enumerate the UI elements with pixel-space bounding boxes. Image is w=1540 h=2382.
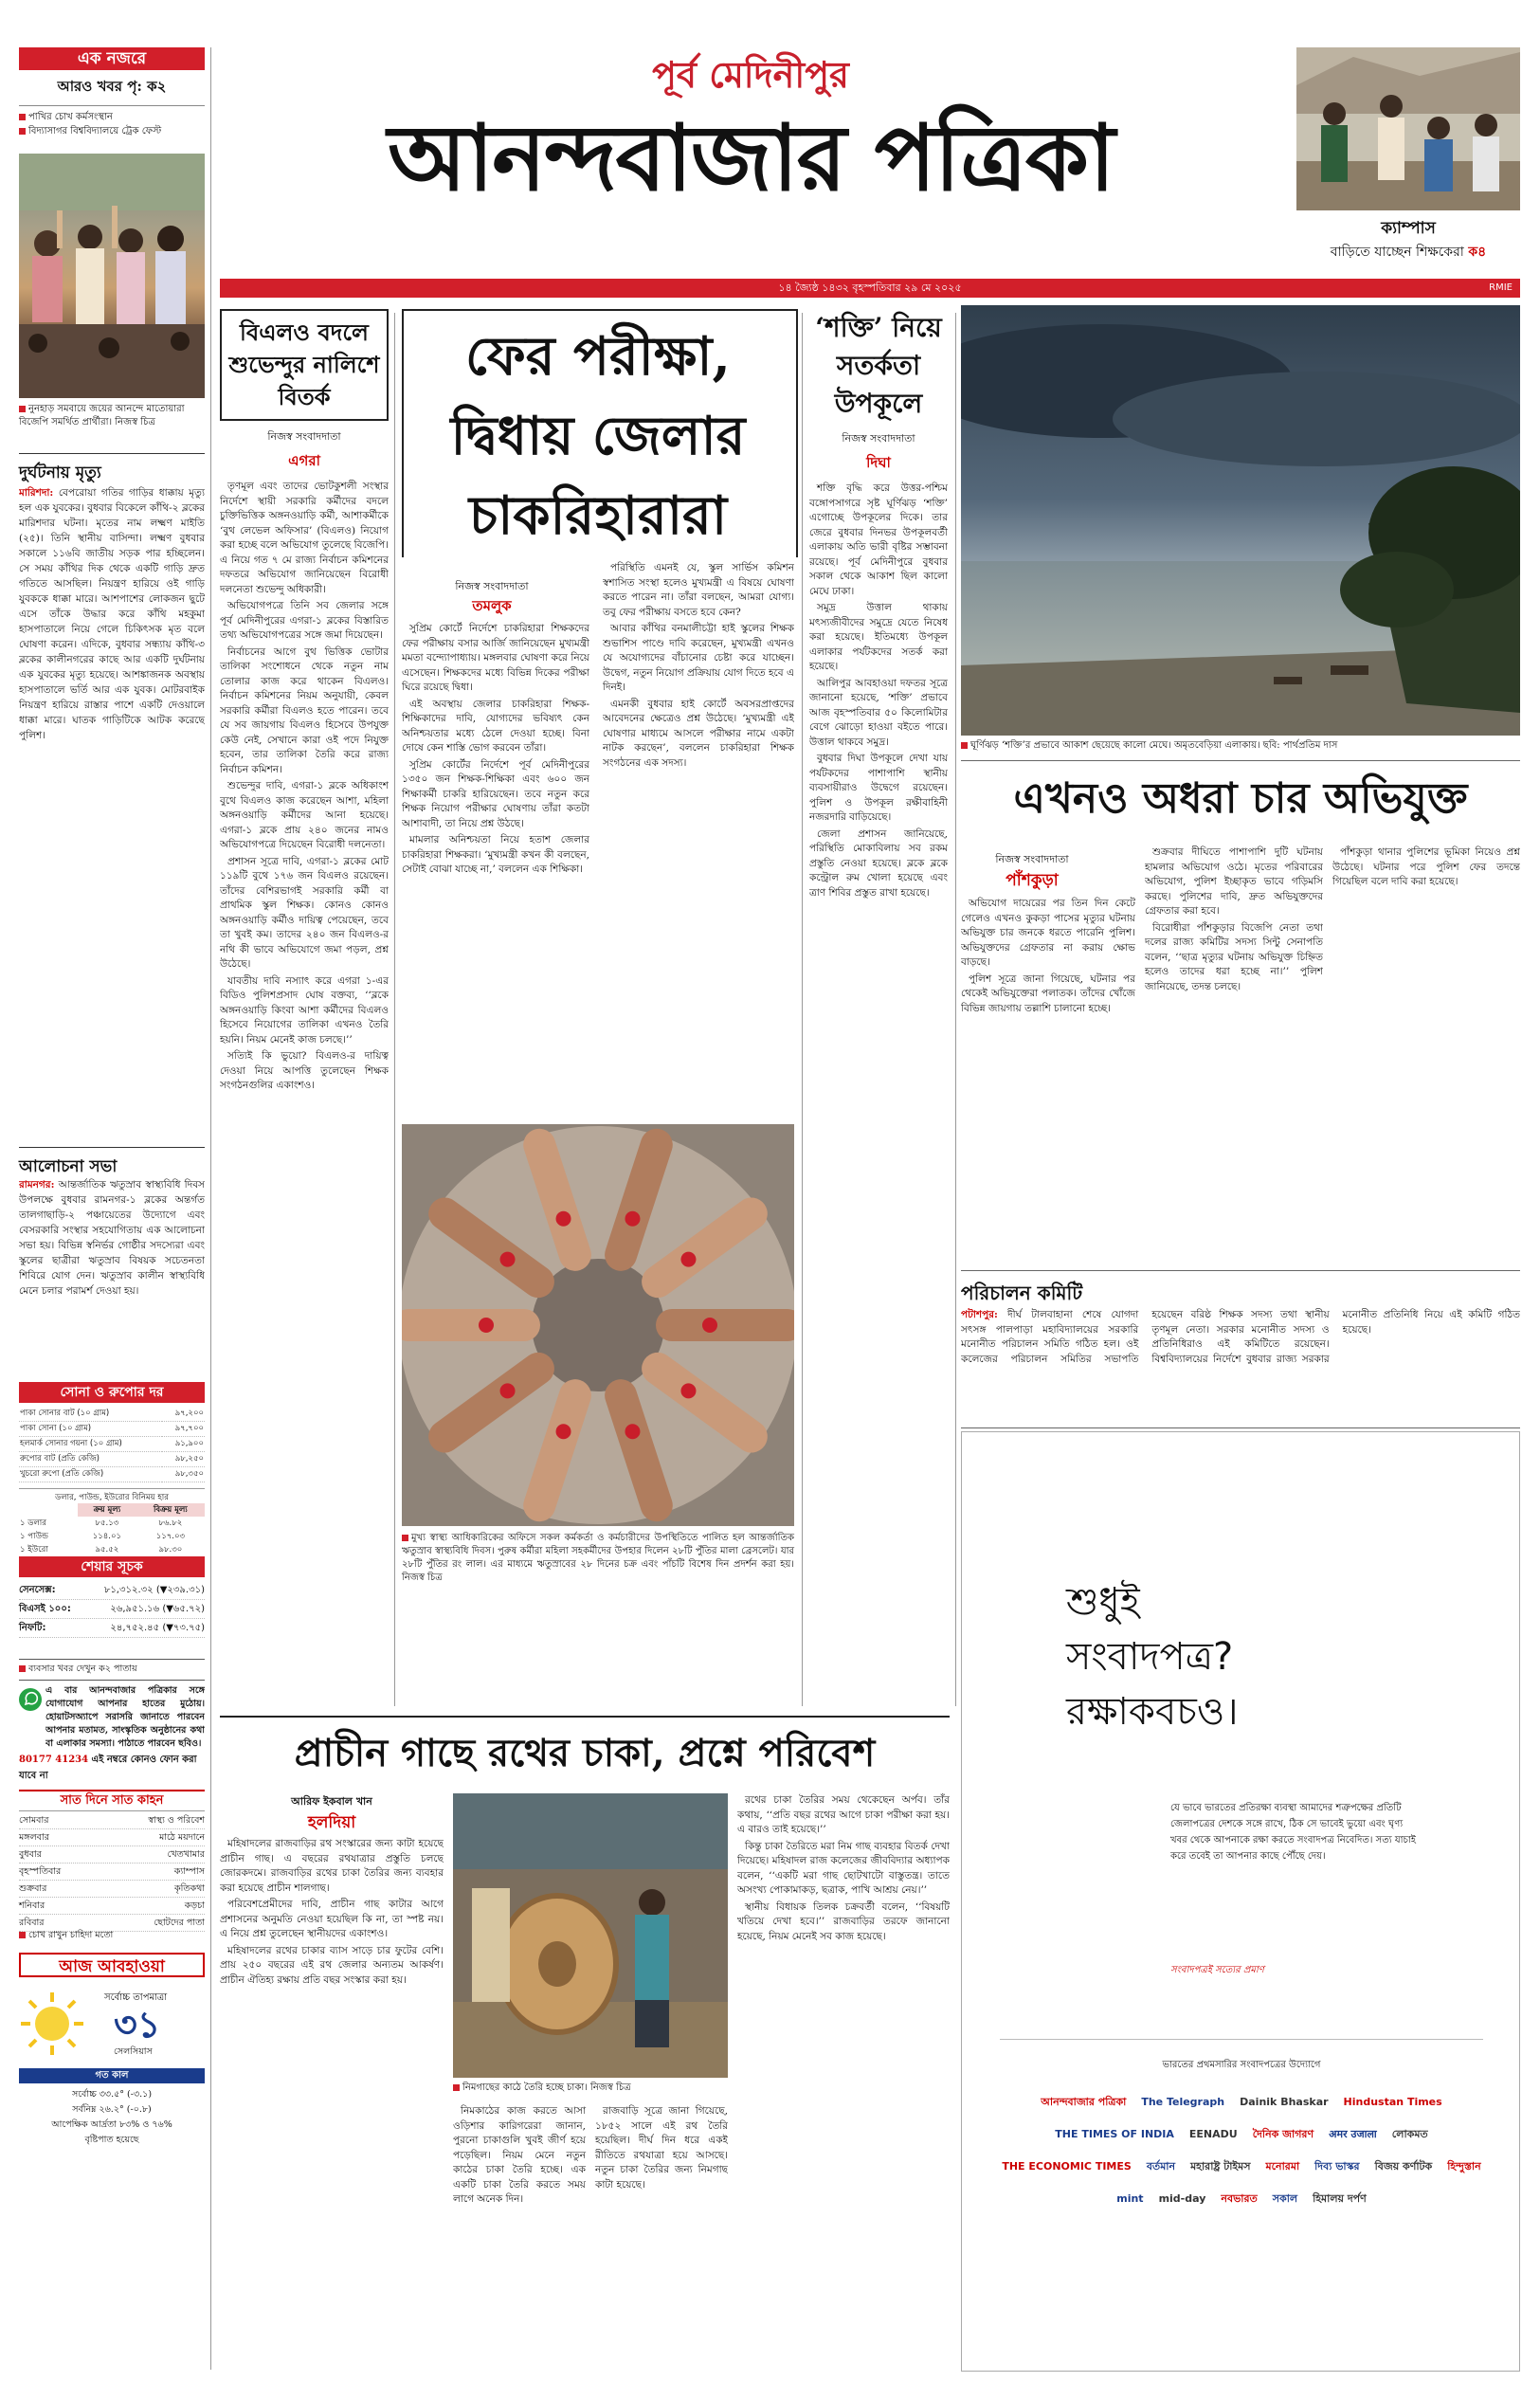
ad-tagline: সংবাদপত্রই সত্যের প্রমাণ [1170, 1965, 1264, 1975]
alochona-heading: আলোচনা সভা [19, 1157, 118, 1176]
paragraph: আলিপুর আবহাওয়া দফতর সূত্রে জানানো হয়েছে, ‘শক্তি’ প্রভাবে আজ বৃহস্পতিবার ৫০ কিলোমিটার বেগে ঝোড়ো হাওয়া বইতে পারে। উত্তাল থাকবে সমুদ্র। [809, 677, 948, 748]
column-separator [802, 313, 803, 1706]
gold-label: খুচরো রুপো (প্রতি কেজি) [20, 1469, 104, 1479]
weather-yesterday-header: গত কাল [19, 2068, 205, 2083]
story-chaar-byline: নিজস্ব সংবাদদাতা [995, 853, 1069, 865]
ad-paper-logos [990, 2086, 1493, 2215]
weather-max-value: ৩১ [114, 2003, 161, 2046]
story-blo-byline: নিজস্ব সংবাদদাতা [267, 430, 341, 443]
forex-sell: ৮৬.৮২ [158, 1518, 183, 1528]
gold-row [19, 1467, 205, 1482]
story-committee-dateline: পটাশপুর: [961, 1309, 998, 1320]
date-bar [220, 279, 1520, 298]
gold-value: ৯১,৯০০ [174, 1439, 204, 1448]
bracelet-shape [680, 1252, 696, 1267]
ad-paper-logo: নবভারত [1221, 2192, 1258, 2205]
forex-cur: ১ ডলার [20, 1518, 46, 1528]
paragraph: রাজবাড়ি সূত্রে জানা গিয়েছে, ১৮৫২ সালে এই রথ তৈরি হয়েছিল। দীর্ঘ দিন ধরে একই রীতিতে রথযাত্রা হয়ে আসছে। নতুন চাকা তৈরির জন্য নিমগাছ কাটা হয়েছে। [595, 2105, 728, 2191]
ad-paper-logo: Dainik Bhaskar [1240, 2096, 1329, 2108]
whatsapp-number-line [19, 1753, 205, 1785]
seven-days-topic: কড়চা [184, 1900, 205, 1911]
paragraph: এমনকী বুধবার হাই কোর্টে অবসরপ্রাপ্তদের আবেদনের ক্ষেত্রেও প্রশ্ন উঠেছে। ‘মুখ্যমন্ত্রী এই ঘোষণার মাধ্যমে আসলে পরীক্ষার নামে একটা নাটক করছেন’, বললেন চাকরিহারা শিক্ষক সংগঠনের এক সদস্য। [603, 698, 794, 769]
paragraph: নিমকাঠের কাজ করতে আসা ওড়িশার কারিগরেরা জানান, পুরনো চাকাগুলি খুবই জীর্ণ হয়ে পড়েছিল। নিয়ম মেনে নতুন কাঠের চাকা তৈরি হচ্ছে। এক একটি চাকা তৈরি করতে সময় লাগে অনেক দিন। [453, 2105, 586, 2205]
gold-row [19, 1452, 205, 1467]
gold-label: পাকা সোনার বাট (১০ গ্রাম) [20, 1409, 110, 1418]
square-bullet-icon [961, 742, 968, 749]
story-shakti-dateline: দিঘা [866, 454, 891, 471]
alochona-text: আন্তর্জাতিক ঋতুস্রাব স্বাস্থ্যবিধি দিবস উপলক্ষে বুধবার রামনগর-১ ব্লকের অন্তর্গত তালগাছাড়ি-২ পঞ্চায়েতের উদ্যোগে এবং বেসরকারি সংস্থার সহযোগিতায় এক আলোচনা সভা হয়। বিভিন্ন স্বনির্ভর গোষ্ঠীর সদস্যেরা এবং স্কুলের ছাত্রীরা ঋতুস্রাব বিষয়ক সচেতনতা শিবিরে যোগ দেন। ঋতুস্রাব কালীন স্বাস্থ্যবিধি মেনে চলার পরামর্শ দেওয়া হয়। [19, 1179, 205, 1297]
forex-cur: ১ ইউরো [20, 1545, 48, 1555]
square-bullet-icon [453, 2084, 460, 2091]
story-committee-body [961, 1308, 1520, 1422]
ad-paper-logo: দিব্য ভাস্কর [1314, 2160, 1360, 2173]
story-committee-text: দীর্ঘ টালবাহানা শেষে যোগদা সৎসঙ্গ পালপাড়া মহাবিদ্যালয়ের সরকারি মনোনীত পরিচালন সমিতি গঠিত হল। ওই কলেজের পরিচালন সমিতির সভাপতি হয়েছেন বরিষ্ঠ শিক্ষক সদস্য তথা স্থানীয় তৃণমূল নেতা। সরকার মনোনীত সদস্য ও প্রতিনিধিরাও এই কমিটিতে রয়েছেন। বিশ্ববিদ্যালয়ের নির্দেশে বুধবার রাজ্য সরকার মনোনীত প্রতিনিধি নিয়ে এই কমিটি গঠিত হয়েছে। [961, 1309, 1520, 1365]
story-blo-dateline: এগরা [288, 452, 320, 469]
paragraph: সুপ্রিম কোর্টের নির্দেশে পূর্ব মেদিনীপুরের ১৩৫০ জন শিক্ষক-শিক্ষিকা এবং ৬০০ জন শিক্ষাকর্মী চাকরি হারিয়েছেন। তবে নতুন করে শিক্ষক নিয়োগ পরীক্ষার ঘোষণায় তাঁরা কতটা আশাবাদী, তা নিয়ে প্রশ্ন উঠছে। [402, 758, 589, 829]
seven-days-footer: চোখ রাখুন চাহিদা মতো [19, 1929, 205, 1943]
seven-days-topic: ক্যাম্পাস [173, 1866, 205, 1877]
ad-paper-logo: হিন্দুস্তান [1447, 2160, 1481, 2173]
alochona-dateline: রামনগর: [19, 1179, 55, 1191]
hands-circle-illustration [402, 1124, 794, 1526]
paragraph: পরিবেশপ্রেমীদের দাবি, প্রাচীন গাছ কাটার আগে প্রশাসনের অনুমতি নেওয়া হয়েছিল কি না, তা স্পষ্ট নয়। এ নিয়ে প্রশ্ন তুলেছেন স্থানীয়দের একাংশও। [220, 1899, 444, 1939]
seven-days-day: মঙ্গলবার [19, 1832, 49, 1843]
ad-body: যে ভাবে ভারতের প্রতিরক্ষা ব্যবস্থা আমাদের শত্রুপক্ষের প্রতিটি জেলাপত্রের দেশকে সঙ্গে রাখে, ঠিক সে ভাবেই ভুয়ো এবং ঘৃণ্য খবর থেকে আপনাকে রক্ষা করতে সংবাদপত্র নিবেদিত। সত্য যাচাই করে তবেই তা আপনার কাছে পৌঁছে দেয়। [1170, 1803, 1417, 1862]
weather-row: সর্বনিম্ন ২৬.২° (-০.৮) [72, 2104, 152, 2115]
horizontal-rule [220, 1716, 950, 1718]
paragraph: বিরোধীরা পাঁশকুড়ার বিজেপি নেতা তথা দলের রাজ্য কমিটির সদস্য সিন্টু সেনাপতি বলেন, ‘‘ছাত্র মৃত্যুর ঘটনায় অভিযুক্ত চিহ্নিত হলেও তাদের ধরা হচ্ছে না।’’ পুলিশ জানিয়েছে, তদন্ত চলছে। [1145, 921, 1323, 992]
paragraph: সমুদ্র উত্তাল থাকায় মৎস্যজীবীদের সমুদ্রে যেতে নিষেধ করা হয়েছে। ইতিমধ্যে উপকূল এলাকার পর্যটকদের সতর্ক করা হয়েছে। [809, 602, 948, 672]
alochona-body [19, 1177, 205, 1378]
seven-days-row [19, 1881, 205, 1898]
brief-bullets [19, 105, 205, 138]
forex-row [19, 1530, 205, 1543]
share-name: সেনসেক্স: [19, 1585, 56, 1595]
bottom-headline[interactable]: প্রাচীন গাছে রথের চাকা, প্রশ্নে পরিবেশ [294, 1731, 876, 1775]
bottom-body-col3 [737, 1793, 950, 2368]
business-note[interactable]: ব্যবসার খবর দেখুন ক২ পাতায় [19, 1659, 205, 1677]
ad-paper-logo: mint [1116, 2192, 1144, 2205]
forex-cur: ১ পাউন্ড [20, 1532, 48, 1541]
bracelet-shape [500, 1383, 516, 1398]
campus-illustration [1296, 47, 1520, 210]
ad-paper-logo: বিজয় কর্ণাটক [1374, 2160, 1433, 2173]
paragraph: বুধবার দিঘা উপকূলে দেখা যায় পর্যটকদের পাশাপাশি স্থানীয় ব্যবসায়ীরাও উদ্বেগে রয়েছেন। পুলিশ ও উপকূল রক্ষীবাহিনী নজরদারি বাড়িয়েছে। [809, 753, 948, 823]
gold-row [19, 1422, 205, 1437]
paragraph: পাঁশকুড়া থানার পুলিশের ভূমিকা নিয়েও প্রশ্ন উঠেছে। ঘটনার পরে পুলিশ ফের তদন্তে গিয়েছিল বলে দাবি করা হয়েছে। [1332, 846, 1520, 887]
seven-days-day: বুধবার [19, 1849, 42, 1860]
bracelet-shape [479, 1318, 494, 1333]
paragraph: কিন্তু চাকা তৈরিতে মরা নিম গাছ ব্যবহার বিতর্ক দেখা দিয়েছে। মহিষাদল রাজ কলেজের জীববিদ্যার অধ্যাপক বলেন, ‘‘একটি মরা গাছ ছোটখাটো বাস্তুতন্ত্র। তাতে অসংখ্য পোকামাকড়, ছত্রাক, পাখি আশ্রয় নেয়।’’ [737, 1840, 950, 1896]
edition-code: RMIE [1489, 282, 1513, 293]
whatsapp-suffix: এই নম্বরে কোনও ফোন করা যাবে না [19, 1755, 197, 1781]
forex-row [19, 1543, 205, 1556]
paragraph: তৃণমূল এবং তাদের ভোটকুশলী সংস্থার নির্দেশে স্থায়ী সরকারি কর্মীদের বদলে চুক্তিভিত্তিক অঙ্গনওয়াড়ি কর্মী, আশাকর্মীকে ‘বুথ লেভেল অফিসার’ (বিএলও) নিয়োগ করা হচ্ছে বলে অভিযোগ তুলেছে বিজেপি। এ নিয়ে গত ৭ মে রাজ্য নির্বাচন কমিশনের দফতরে অভিযোগ জানিয়েছেন বিরোধী দলনেতা শুভেন্দু অধিকারী। [220, 481, 389, 595]
seven-days-day: রবিবার [19, 1918, 45, 1928]
paragraph: স্থানীয় বিধায়ক তিলক চক্রবর্তী বলেন, ‘‘বিষয়টি খতিয়ে দেখা হবে।’’ রাজবাড়ির তরফে জানানো হয়েছে, নিয়ম মেনেই সব কাজ হয়েছে। [737, 1900, 950, 1942]
seven-days-day: বৃহস্পতিবার [19, 1866, 62, 1877]
ad-paper-logo: THE TIMES OF INDIA [1055, 2128, 1174, 2140]
ad-footer-head: ভারতের প্রথমসারির সংবাদপত্রের উদ্যোগে [1162, 2060, 1321, 2070]
bracelet-shape [500, 1252, 516, 1267]
seven-days-list [19, 1812, 205, 1932]
horizontal-rule [961, 1270, 1520, 1271]
seven-days-row [19, 1846, 205, 1864]
forex-sell: ১১৭.০৩ [155, 1532, 186, 1541]
story-blo [220, 309, 389, 1655]
edition-name: পূর্ব মেদিনীপুর [652, 53, 849, 96]
paper-title[interactable]: আনন্দবাজার পত্রিকা [388, 104, 1114, 211]
square-bullet-icon [19, 1665, 26, 1672]
more-news-link[interactable]: আরও খবর পৃ: ক২ [57, 78, 167, 95]
storm-photo [961, 305, 1520, 736]
lead-body-col2 [603, 561, 794, 1115]
horizontal-rule [961, 1427, 1520, 1428]
paragraph: অভিযোগ দায়েরের পর তিন দিন কেটে গেলেও এখনও কুকড়া পাসের মৃত্যুর ঘটনায় অভিযুক্ত চার জনকে ধরতে পারেনি পুলিশ। অভিযুক্তদের গ্রেফতার না করায় ক্ষোভ বাড়ছে। [961, 898, 1135, 968]
seven-days-day: সোমবার [19, 1815, 49, 1826]
campus-teaser-text: বাড়িতে যাচ্ছেন শিক্ষকেরা [1330, 245, 1464, 260]
story-chaar-body-col2 [1145, 846, 1323, 1266]
ad-paper-logo: দৈনিক জাগরণ [1252, 2128, 1314, 2140]
paragraph: নির্বাচনের আগে বুথ ভিত্তিক ভোটার তালিকা সংশোধনে থেকে নতুন নাম তোলার কাজ করে থাকেন বিএলও। নির্বাচন কমিশনের নিয়ম অনুযায়ী, কেবল সরকারি কর্মীরা বিএলও হতে পারেন। তবে যে সব জায়গায় বিএলও হিসেবে উপযুক্ত কেউ নেই, সেখানে কারা ওই পদে নিযুক্ত হবেন, তার তালিকা তৈরি করে রাজ্য নির্বাচন কমিশন। [220, 646, 389, 775]
square-bullet-icon [19, 114, 26, 120]
ad-line3: রক্ষাকবচও। [1066, 1690, 1239, 1734]
storm-illustration [961, 305, 1520, 736]
brief-bullet[interactable]: বিদ্যাসাগর বিশ্ববিদ্যালয়ে ট্রেক ফেস্ট [19, 124, 205, 138]
gold-value: ৯৭,২০০ [174, 1409, 204, 1418]
story-chaar-body-col3 [1332, 846, 1520, 1266]
seven-days-topic: খেতখামার [167, 1849, 205, 1860]
share-name: বিএসই ১০০: [19, 1604, 71, 1614]
seven-days-row [19, 1898, 205, 1915]
ad-paper-logo: বর্তমান [1146, 2160, 1176, 2173]
bottom-photo-caption: নিমগাছের কাঠে তৈরি হচ্ছে চাকা। নিজস্ব চিত্র [453, 2082, 728, 2095]
date-line: ১৪ জ্যৈষ্ঠ ১৪৩২ বৃহস্পতিবার ২৯ মে ২০২৫ [778, 282, 962, 294]
celebration-illustration [19, 154, 205, 398]
paragraph: মামলার অনিশ্চয়তা নিয়ে হতাশ জেলার চাকরিহারা শিক্ষকরা। ‘মুখ্যমন্ত্রী কখন কী বলছেন, সেটাই বোঝা যাচ্ছে না,’ বললেন এক শিক্ষিকা। [402, 834, 589, 875]
seven-days-topic: মাঠে ময়দানে [158, 1832, 205, 1843]
ad-paper-logo: লোকমত [1391, 2128, 1428, 2140]
whatsapp-text: এ বার আনন্দবাজার পত্রিকার সঙ্গে যোগাযোগ আপনার হাতের মুঠোয়। হোয়াটসঅ্যাপে সরাসরি জানাতে পারবেন আপনার মতামত, সাংস্কৃতিক অনুষ্ঠানের কথা বা এলাকার সমস্যা। পাঠাতে পারবেন ছবিও। [45, 1685, 205, 1749]
weather-row: বৃষ্টিপাত হয়েছে [84, 2135, 139, 2145]
story-chaar-headline[interactable]: এখনও অধরা চার অভিযুক্ত [1013, 774, 1468, 823]
campus-page-ref: ক৪ [1468, 245, 1487, 260]
share-header: শেয়ার সূচক [19, 1556, 205, 1577]
ad-paper-logo: হিমালয় দর্পণ [1313, 2192, 1367, 2205]
weather-row: সর্বোচ্চ ৩৩.৫° (-৩.১) [71, 2089, 153, 2100]
campus-teaser[interactable] [1296, 47, 1520, 267]
lead-photo [402, 1124, 794, 1526]
paragraph: যাবতীয় দাবি নস্যাৎ করে এগরা ১-এর বিডিও পুলিশপ্রসাদ ঘোষ বক্তব্য, ‘‘ব্লকে অঙ্গনওয়াড়ি কিংবা আশা কর্মীদের বিএলও হিসেবে নিয়োগের তালিকা এখনও তৈরি হয়নি। নিয়ম মেনেই কাজ চলছে।’’ [220, 974, 389, 1046]
paragraph: প্রশাসন সূত্রে দাবি, এগরা-১ ব্লকের মোট ১১৯টি বুথে ১৭৬ জন বিএলও রয়েছেন। তাঁদের বেশিরভাগই সরকারি কর্মী বা প্রাথমিক স্কুল শিক্ষক। কোনও কোনও অঙ্গনওয়াড়ি কর্মীও দায়িত্ব পেয়েছেন, তবে তা খুবই কম। তাদের ২৪০ জন বিএলও-র নথি কী ভাবে অভিযোগে জমা পড়ল, প্রশ্ন উঠেছে। [220, 855, 389, 970]
celebration-photo [19, 154, 205, 398]
bracelet-shape [625, 1424, 640, 1439]
weather-max-label: সর্বোচ্চ তাপমাত্রা [104, 1992, 168, 2003]
bracelet-shape [702, 1318, 717, 1333]
accident-dateline: মারিশদা: [19, 487, 54, 499]
paragraph: সত্যিই কি ভুয়ো? বিএলও-র দায়িত্ব দেওয়া নিয়ে আপত্তি তুলেছেন শিক্ষক সংগঠনগুলির একাংশও। [220, 1050, 389, 1091]
share-value: ২৬,৯৫১.১৬ (▼৬৫.৭২) [110, 1604, 205, 1614]
seven-days-topic: ছোটদের পাতা [154, 1918, 205, 1928]
gold-value: ৯৭,৭০০ [174, 1424, 204, 1433]
seven-days-topic: স্বাস্থ্য ও পরিবেশ [148, 1815, 205, 1826]
accident-text: বেপরোয়া গতির গাড়ির ধাক্কায় মৃত্যু হল এক যুবকের। বুধবার বিকেলে কাঁথি-২ ব্লকের মারিশদার ঘটনা। মৃতের নাম লক্ষ্মণ মাইতি (২৫)। তিনি স্থানীয় বাসিন্দা। লক্ষ্মণ বুধবার সকালে ১১৬বি জাতীয় সড়ক পার হচ্ছিলেন। সে সময় কাঁথির দিক থেকে একটি গাড়ি দ্রুত গতিতে আসছিল। নিয়ন্ত্রণ হারিয়ে ওই গাড়ি যুবককে ধাক্কা মারে। আশপাশের লোকজন ছুটে এসে তাঁকে উদ্ধার করে কাঁথি মহকুমা হাসপাতালে নিয়ে গেলে চিকিৎসক মৃত বলে ঘোষণা করেন। এদিকে, বুধবার সন্ধ্যায় কাঁথি-৩ ব্লকের কালীনগরের কাছে আর একটি দুর্ঘটনায় এক যুবকের মৃত্যু হয়েছে। আশঙ্কাজনক অবস্থায় হাসপাতালে ভর্তি আর এক যুবক। মোটরবাইক নিয়ন্ত্রণ হারিয়ে রাস্তার পাশে একটি দেওয়ালে ধাক্কা মারে। ঘাতক গাড়িটিকে আটক করেছে পুলিশ। [19, 487, 205, 741]
square-bullet-icon [19, 128, 26, 135]
accident-heading: দুর্ঘটনায় মৃত্যু [19, 464, 101, 482]
weather-list [19, 2087, 205, 2148]
forex-col-buy: ক্রয় মূল্য [78, 1503, 136, 1517]
bracelet-shape [556, 1211, 571, 1227]
bracelet-shape [556, 1424, 571, 1439]
share-name: নিফটি: [19, 1623, 46, 1633]
left-sidebar [19, 47, 205, 2372]
brief-bullet[interactable]: পাখির চোখ কর্মসংস্থান [19, 110, 205, 124]
paragraph: জেলা প্রশাসন জানিয়েছে, পরিস্থিতি মোকাবিলায় সব রকম প্রস্তুতি নেওয়া হয়েছে। ব্লকে ব্লকে কন্ট্রোল রুম খোলা হয়েছে এবং ত্রাণ শিবির প্রস্তুত রাখা হয়েছে। [809, 827, 948, 899]
forex-col-sell: বিক্রয় মূল্য [136, 1503, 205, 1517]
forex-sell: ৯৮.৩০ [158, 1545, 183, 1555]
ad-paper-logo: The Telegraph [1141, 2096, 1225, 2108]
ad-line2: সংবাদপত্র? [1066, 1635, 1234, 1679]
bottom-body-col2 [453, 2104, 728, 2370]
ad-paper-logo: अमर उजाला [1329, 2128, 1377, 2140]
ad-paper-logo: mid-day [1158, 2192, 1206, 2205]
gold-row [19, 1407, 205, 1422]
ad-paper-logo: আনন্দবাজার পত্রিকা [1041, 2096, 1127, 2108]
paragraph: শক্তি বৃদ্ধি করে উত্তর-পশ্চিম বঙ্গোপসাগরে সৃষ্ট ঘূর্ণিঝড় ‘শক্তি’ এগোচ্ছে উপকূলের দিকে। তার জেরে বুধবার দিনভর উপকূলবর্তী এলাকায় অতি ভারী বৃষ্টির সম্ভাবনা রয়েছে। পূর্ব মেদিনীপুরে বুধবার সকাল থেকে আকাশ ছিল কালো মেঘে ঢাকা। [809, 482, 948, 597]
weather-row: আপেক্ষিক আর্দ্রতা ৮৩% ও ৭৬% [51, 2119, 172, 2130]
weather-unit: সেলসিয়াস [114, 2046, 153, 2057]
paragraph: মহিষাদলের রথের চাকার ব্যাস সাড়ে চার ফুটের বেশি। প্রায় ২৫০ বছরের এই রথ জেলার অন্যতম আকর্ষণ। প্রাচীন ঐতিহ্য রক্ষায় প্রতি বছর সংস্কার করা হয়। [220, 1944, 444, 1986]
gold-label: হলমার্ক সোনার গয়না (১০ গ্রাম) [20, 1439, 122, 1448]
ad-paper-logo: মনোরমা [1265, 2160, 1300, 2173]
lead-photo-caption: মুখ্য স্বাস্থ্য আধিকারিকের অফিসে সকল কর্মকর্তা ও কর্মচারীদের উপস্থিতিতে পালিত হল আন্তর্জাতিক ঋতুস্রাব স্বাস্থ্যবিধি দিবস। পুরুষ কর্মীরা মহিলা সহকর্মীদের উপহার দিলেন ২৮টি পুঁতির মালা ব্রেসলেট। যার ২৮টি পুঁতির রং লাল। এর মাধ্যমে ঋতুস্রাবের ২৮ দিনের চক্র এবং পাঁচটি বিশেষ দিন প্রদর্শন করা হয়। নিজস্ব চিত্র [402, 1533, 794, 1583]
bottom-dateline: হলদিয়া [307, 1813, 356, 1832]
forex-buy: ৮৫.১৩ [95, 1518, 119, 1528]
story-shakti-headline[interactable]: ‘শক্তি’ নিয়ে সতর্কতা উপকূলে [815, 312, 942, 419]
share-row [19, 1581, 205, 1600]
forex-row [19, 1517, 205, 1530]
share-list [19, 1581, 205, 1638]
square-bullet-icon [402, 1535, 408, 1541]
gold-value: ৯৮,২৫০ [174, 1454, 204, 1464]
story-blo-headline[interactable]: বিএলও বদলে শুভেন্দুর নালিশে বিতর্ক [220, 309, 389, 421]
ad-paper-logo: EENADU [1188, 2128, 1238, 2140]
gold-value: ৯৮,৩৫০ [174, 1469, 204, 1479]
accident-body [19, 485, 205, 1139]
seven-days-row [19, 1864, 205, 1881]
ad-line1: শুধুই [1066, 1580, 1140, 1624]
ad-paper-logo: সকাল [1272, 2192, 1298, 2205]
forex-buy: ১১৪.০১ [92, 1532, 122, 1541]
paragraph: পুলিশ সূত্রে জানা গিয়েছে, ঘটনার পর থেকেই অভিযুক্তেরা পলাতক। তাঁদের খোঁজে বিভিন্ন জায়গায় তল্লাশি চালানো হচ্ছে। [961, 973, 1135, 1014]
paragraph: আবার কাঁথির বনমালীচট্টা হাই স্কুলের শিক্ষক শুভাশিস পাণ্ডে দাবি করেছেন, মুখ্যমন্ত্রী এখনও যে অযোগ্যদের বাঁচানোর চেষ্টা করে যাচ্ছেন। উদ্বেগ, নতুন নিয়োগ প্রক্রিয়ায় যোগ দিতে হবে এ দিনই। [603, 623, 794, 693]
paragraph: পরিস্থিতি এমনই যে, স্কুল সার্ভিস কমিশন স্বশাসিত সংস্থা হলেও মুখ্যমন্ত্রী এ বিষয়ে ঘোষণা করতে পারেন না। তাঁরা বলছেন, আমরা যোগ্য। তবু ফের পরীক্ষায় বসতে হবে কেন? [603, 562, 794, 618]
story-chaar-dateline: পাঁশকুড়া [1006, 871, 1059, 890]
ek-nojore-header: এক নজরে [19, 47, 205, 70]
paragraph: শুক্রবার দীঘিতে পাশাপাশি দুটি ঘটনায় হামলার অভিযোগ ওঠে। মৃতের পরিবারের অভিযোগ, পুলিশ ইচ্ছাকৃত ভাবে গড়িমসি করছে। পুলিশের দাবি, দ্রুত অভিযুক্তদের গ্রেফতার করা হবে। [1145, 846, 1323, 917]
bottom-photo [453, 1793, 728, 2078]
share-row [19, 1600, 205, 1619]
paragraph: এই অবস্থায় জেলার চাকরিহারা শিক্ষক-শিক্ষিকাদের দাবি, যোগ্যদের ভবিষ্যৎ কেন অনিশ্চয়তার মধ্যে ঠেলে দেওয়া হচ্ছে। বিনা দোষে কেন শাস্তি ভোগ করবেন তাঁরা। [402, 698, 589, 754]
paragraph: রথের চাকা তৈরির সময় থেকেছেন অর্পব। তাঁর কথায়, ‘‘প্রতি বছর রথের আগে চাকা পরীক্ষা করা হয়। এ বারও তাই হয়েছে।’’ [737, 1794, 950, 1835]
paragraph: অভিযোগপত্রে তিনি সব জেলার সঙ্গে পূর্ব মেদিনীপুরের এগরা-১ ব্লকের বিস্তারিত তথ্য অভিযোগপত্রের সঙ্গে জমা দিয়েছেন। [220, 600, 389, 641]
column-separator [210, 47, 211, 2370]
newspaper-ad[interactable] [961, 1431, 1520, 2372]
square-bullet-icon [19, 1932, 26, 1938]
share-value: ৮১,৩১২.৩২ (▼২৩৯.৩১) [103, 1585, 205, 1595]
story-chaar-body-col1 [961, 897, 1135, 1266]
lead-headline[interactable]: ফের পরীক্ষা, দ্বিধায় জেলার চাকরিহারারা [450, 325, 746, 547]
celebration-caption: নুনহাড় সমবায়ে জয়ের আনন্দে মাতোয়ারা বিজেপি সমর্থিত প্রার্থীরা। নিজস্ব চিত্র [19, 404, 185, 427]
square-bullet-icon [19, 406, 26, 412]
lead-body-col1 [402, 622, 589, 1115]
ad-slogan [1066, 1574, 1239, 1739]
seven-days-header: সাত দিনে সাত কাহন [19, 1790, 205, 1811]
ad-paper-logo: THE ECONOMIC TIMES [1002, 2160, 1132, 2173]
whatsapp-number[interactable]: 80177 41234 [19, 1755, 89, 1765]
gold-table [19, 1407, 205, 1482]
storm-caption: ঘূর্ণিঝড় ‘শক্তি’র প্রভাবে আকাশ ছেয়েছে কালো মেঘে। অমৃতবেড়িয়া এলাকায়। ছবি: পার্থপ্রতিম দাস [961, 739, 1520, 753]
paragraph: সুপ্রিম কোর্টে নির্দেশে চাকরিহারা শিক্ষকদের ফের পরীক্ষায় বসার আর্জি জানিয়েছেন মুখ্যমন্ত্রী মমতা বন্দ্যোপাধ্যায়। মঙ্গলবার ঘোষণা করে নিয়ে এসেছেন। শিক্ষকদের মধ্যে বিভিন্ন দিকের পরীক্ষা ঘিরে রয়েছে দ্বিধা। [402, 623, 589, 693]
seven-days-row [19, 1812, 205, 1829]
seven-days-day: শুক্রবার [19, 1883, 47, 1894]
lead-byline: নিজস্ব সংবাদদাতা [455, 580, 529, 592]
bottom-body-col1 [220, 1837, 444, 2368]
forex-buy: ৯৫.৫২ [95, 1545, 119, 1555]
bracelet-shape [680, 1383, 696, 1398]
bottom-byline: আরিফ ইকবাল খান [291, 1795, 372, 1808]
wheel-workshop-illustration [453, 1793, 728, 2078]
bracelet-shape [625, 1211, 640, 1227]
ad-paper-logo: Hindustan Times [1343, 2096, 1442, 2108]
lead-story [402, 309, 794, 1712]
campus-label: ক্যাম্পাস [1381, 219, 1436, 238]
seven-days-row [19, 1829, 205, 1846]
campus-photo [1296, 47, 1520, 210]
sun-icon [19, 1991, 85, 2057]
horizontal-rule [961, 760, 1520, 761]
forex-heading: ডলার, পাউন্ড, ইউরোর বিনিময় হার [19, 1488, 205, 1504]
share-value: ২৪,৭৫২.৪৫ (▼৭৩.৭৫) [110, 1623, 205, 1633]
paragraph: মহিষাদলের রাজবাড়ির রথ সংস্কারের জন্য কাটা হয়েছে প্রাচীন গাছ। এ বছরের রথযাত্রার প্রস্তুতি চলছে জোরকদমে। রাজবাড়ির রথের চাকা তৈরির জন্য ব্যবহার করা হয়েছে প্রাচীন শালগাছ। [220, 1838, 444, 1894]
seven-days-day: শনিবার [19, 1900, 45, 1911]
whatsapp-box [19, 1680, 205, 1779]
gold-header: সোনা ও রুপোর দর [19, 1382, 205, 1403]
seven-days-topic: কৃতিকথা [173, 1883, 205, 1894]
gold-label: রুপোর বাট (প্রতি কেজি) [20, 1454, 100, 1464]
story-committee-headline[interactable]: পরিচালন কমিটি [961, 1282, 1083, 1304]
gold-label: পাকা সোনা (১০ গ্রাম) [20, 1424, 92, 1433]
weather-header: আজ আবহাওয়া [19, 1953, 205, 1977]
forex-table [19, 1503, 205, 1556]
paragraph: শুভেন্দুর দাবি, এগরা-১ ব্লকে অধিকাংশ বুথে বিএলও কাজ করেছেন আশা, মহিলা অঙ্গনওয়াড়ি কর্মীদের আনা হয়েছে। এগরা-১ ব্লকে প্রায় ২৪০ জনের নামও অভিযোগপত্রে দিয়েছেন বিরোধী দলনেতা। [220, 780, 389, 850]
share-row [19, 1619, 205, 1638]
whatsapp-icon [19, 1688, 42, 1711]
lead-dateline: তমলুক [472, 597, 512, 614]
gold-row [19, 1437, 205, 1452]
masthead [220, 47, 1281, 275]
column-separator [394, 313, 395, 1706]
story-shakti-byline: নিজস্ব সংবাদদাতা [842, 432, 915, 445]
ad-paper-logo: মহারাষ্ট্র টাইমস [1190, 2160, 1251, 2173]
campus-teaser-line [1296, 241, 1520, 264]
story-blo-body [220, 480, 389, 1646]
